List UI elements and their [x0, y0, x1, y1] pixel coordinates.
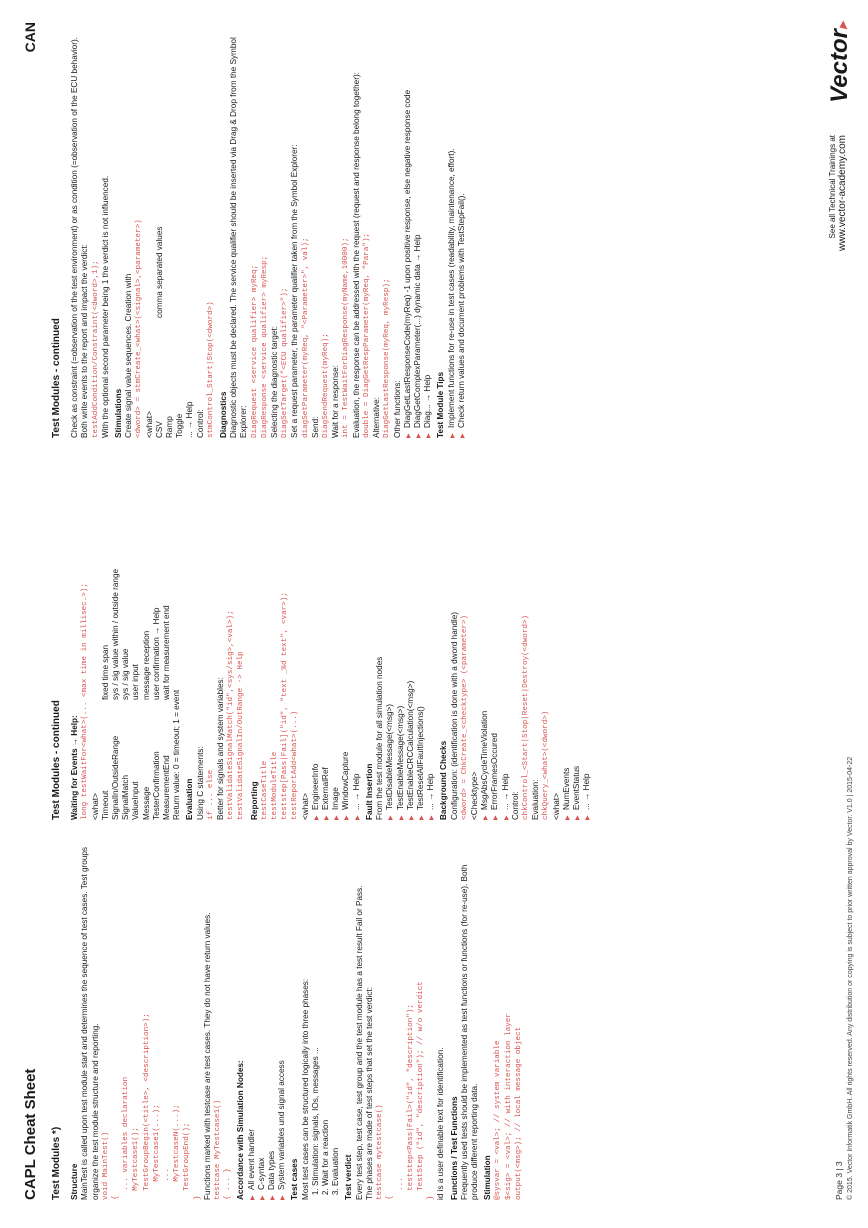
code-block: testCaseTitle testModuleTitle teststep[Pass|Fail]("id", "text _%d text", <var>); testReportAdd<what>(...)	[260, 592, 300, 820]
list-item: ▶ Diag... → Help	[423, 28, 433, 438]
paragraph: Frequently used tests should be implemented as test functions or functions (for re-use). Both produce different reporting data.	[459, 864, 479, 1200]
numbered-list	[311, 840, 342, 1200]
list-item: ▶ Implement functions for re-use in test cases (readability, maintenance, effort).	[447, 28, 457, 438]
section-heading: Evaluation	[185, 778, 195, 820]
bullet-list	[562, 460, 593, 820]
paragraph: With the optional second parameter being 1 the verdict is not influenced.	[100, 175, 110, 438]
list-item: ▶ TestEnableMessage(<msg>)	[396, 460, 406, 820]
code-block: DiagGetLastResponse(myReq, myResp);	[383, 278, 392, 438]
table-cell: Message	[141, 786, 151, 820]
paragraph: MainTest is called upon test module start and determines the sequence of test cases. Test groups organize the test module structure and reporting.	[80, 846, 100, 1200]
table-cell: Ramp	[165, 416, 175, 438]
column-title: Test Modules - continued	[51, 318, 62, 438]
what-label: <what>	[144, 411, 154, 438]
list-item: ▶ DiagGetLastResponseCode(myReq) -1 upon positive response, else negative response code	[403, 28, 413, 438]
code-block: DiagRequest <service qualifier> myReq; DiagResponse <service qualifier> myResp;	[250, 255, 269, 438]
code-block: long testWaitFor<what>(... <max time in millisec.>);	[81, 583, 90, 820]
list-item: ▶ TestResetAllFaultInjections()	[416, 460, 426, 820]
table-cell: wait for measurement end	[162, 605, 172, 700]
code-block: testcase mytestcase() { ... teststep<Pass|Fail>("id", "description"); TestStep ("id", "description"); // w/o verdict }	[376, 981, 436, 1200]
list-item: ▶ MsgAbsCycleTimeViolation	[480, 460, 490, 820]
paragraph: From the test module for all simulation nodes	[375, 656, 385, 820]
paragraph: Set a request parameter, the parameter qualifier taken from the Symbol Explorer:	[290, 144, 300, 438]
stim-table	[155, 28, 196, 438]
list-item: ▶ TestEnableCRCCalculation(<msg>)	[406, 460, 416, 820]
list-item: ▶ EventStatus	[572, 460, 582, 820]
list-item: ▶ C-syntax	[257, 840, 267, 1200]
list-item: ▶ ... → Help	[501, 460, 511, 820]
code-block: if ... else	[206, 769, 215, 820]
list-item: ▶ All event handler	[247, 840, 257, 1200]
wait-table	[101, 460, 172, 820]
paragraph: Return value: 0 = timeout; 1 = event	[172, 689, 182, 820]
bullet-list	[247, 840, 288, 1200]
table-cell: SignalMatch	[121, 774, 131, 820]
paragraph: Wait for a response:	[331, 365, 341, 438]
table-cell: comma separated values	[154, 226, 164, 318]
section-heading: Test Module Tips	[436, 371, 446, 438]
table-cell: user confirmation → Help	[151, 607, 161, 700]
bus-tag: CAN	[22, 22, 38, 53]
table-cell: ... → Help	[185, 401, 195, 438]
section-heading: Structure	[70, 1163, 80, 1200]
code-block: @sysvar = <val>; // system variable $<sig> = <val>; // with interaction layer output(<msg>); // local message object	[494, 1013, 523, 1200]
section-heading: Waiting for Events → Help:	[70, 715, 80, 820]
what-label: <what>	[300, 793, 310, 820]
paragraph: Create signal value sequences. Creation with	[124, 273, 134, 438]
code-block: DiagSetTarget("<ECU qualifier>");	[281, 287, 290, 438]
code-block: void MainTest() { ... variables declaration MyTestcase1(); TestGroupBegin(<title>, <description>); MyTestcase1(...); ... MyTestcaseN(...); TestGroupEnd(); }	[101, 1013, 202, 1200]
table-cell	[175, 28, 185, 318]
column-title: Test Modules *)	[51, 1126, 62, 1200]
code-block: <dword> = stmCreate_<what>(<signal>,<parameter>)	[135, 219, 144, 438]
code-block: testAddCondition/Constraint(<dword>,1);	[91, 260, 100, 438]
trainings-note	[828, 135, 848, 251]
section-heading: Functions / Test Functions	[449, 1096, 459, 1200]
table-cell: CSV	[154, 421, 164, 438]
column-3	[52, 28, 467, 438]
bullet-list	[311, 460, 362, 820]
table-cell: MeasurementEnd	[162, 755, 172, 820]
checktype-label: <Checktype>	[469, 771, 479, 820]
paragraph: The phases are made of test steps that set the test verdict:	[364, 987, 374, 1200]
list-item: ▶ WindowCapture	[341, 460, 351, 820]
table-cell: user input	[131, 664, 141, 700]
paragraph: id is a user definable text for identification.	[436, 1047, 446, 1200]
table-cell: sys / sig value within / outside range	[111, 568, 121, 700]
section-heading: Reporting	[249, 781, 259, 820]
table-cell	[165, 28, 175, 318]
code-block: int = TestWaitForDiagResponse(myName,10000);	[342, 237, 351, 438]
table-cell: fixed time span	[100, 644, 110, 700]
paragraph: Functions marked with testcase are test cases. They do not have return values.	[202, 912, 212, 1200]
bullet-list	[480, 460, 511, 820]
bullet-list	[385, 460, 436, 820]
logo-text: Vector	[826, 29, 853, 103]
column-title: Test Modules - continued	[51, 700, 62, 820]
section-heading: Diagnostics	[219, 391, 229, 438]
paragraph: Using C statements:	[195, 746, 205, 820]
trainings-text: See all Technical Trainings at	[828, 135, 837, 239]
list-item: ▶ ... → Help	[352, 460, 362, 820]
page-number: Page 3 | 3	[834, 1161, 844, 1200]
code-block: testcase MyTestcase1() { ... }	[214, 1099, 233, 1200]
section-heading: Test cases	[290, 1158, 300, 1200]
paragraph: Diagnostic objects must be declared. The service qualifier should be inserted via Drag & Drop from the Symbol Explorer:	[229, 37, 249, 438]
code-block: testValidateSignalMatch("id",<sys/sig>,<val>); testValidateSignalIn/OutRange -> Help	[227, 610, 246, 820]
list-item: ▶ Check return values and document problems with TestStepFail().	[457, 28, 467, 438]
list-item: ▶ ErrorFramesOccured	[490, 460, 500, 820]
code-block: chkControl_<Start|Stop|Reset|Destroy(<dword>)	[521, 614, 530, 820]
what-label: <what>	[551, 793, 561, 820]
paragraph: Control:	[195, 409, 205, 438]
code-block: diagSetParameter(myReq, "<Parameter>", val);	[301, 237, 310, 438]
table-cell: SignalIn/OutsideRange	[111, 735, 121, 820]
vector-logo	[826, 22, 854, 103]
bullet-list	[447, 28, 467, 438]
list-item: 2. Wait for a reaction	[321, 840, 331, 1186]
academy-link[interactable]: www.vector-academy.com	[837, 135, 848, 251]
paragraph: Better for signals and system variables:	[216, 677, 226, 820]
paragraph: Selecting the diagnostic target:	[270, 326, 280, 438]
list-item: ▶ System variables und signal access	[277, 840, 287, 1200]
logo-arrow-icon: ▸	[834, 22, 850, 30]
bullet-list	[403, 28, 434, 438]
section-heading: Fault Insertion	[364, 763, 374, 820]
paragraph: Other functions:	[392, 380, 402, 438]
paragraph: Control:	[510, 791, 520, 820]
paragraph: Every test step, test case, test group and the test module has a test result Fail or Pass.	[354, 885, 364, 1200]
section-heading: Accordance with Simulation Nodes:	[236, 1060, 246, 1200]
paragraph: Evaluation, the response can be addressed with the request (request and response belong together):	[351, 72, 361, 438]
table-cell	[185, 28, 195, 318]
list-item: ▶ ExternalRef	[321, 460, 331, 820]
section-heading: Stimulation	[483, 1155, 493, 1200]
list-item: 3. Evaluation	[331, 840, 341, 1186]
table-cell: sys / sig value	[121, 648, 131, 700]
section-heading: Test verdict	[344, 1154, 354, 1200]
paragraph: Check as constraint (=observation of the test environment) or as condition (=observation of the ECU behavior). Both write events to the report and impact the verdict:	[70, 37, 90, 438]
table-cell: ValueInput	[131, 781, 141, 820]
paragraph: Configuration: (identification is done with a dword handle)	[449, 612, 459, 820]
section-heading: Stimulations	[114, 388, 124, 438]
list-item: ▶ NumEvents	[562, 460, 572, 820]
section-heading: Background Checks	[439, 740, 449, 820]
code-block: chkQuery_<what>(<dword>)	[542, 710, 551, 820]
list-item: ▶ EngineerInfo	[311, 460, 321, 820]
what-label: <what>	[90, 793, 100, 820]
list-item: ▶ Image	[331, 460, 341, 820]
list-item: ▶ DiagGetComplexParameter(...) dynamic data → Help	[413, 28, 423, 438]
column-2	[52, 460, 592, 820]
paragraph: Alternative:	[372, 397, 382, 438]
column-1	[52, 840, 524, 1200]
table-cell: Timeout	[100, 790, 110, 820]
paragraph: Send:	[310, 416, 320, 438]
list-item: ▶ Data types	[267, 840, 277, 1200]
code-block: <dword> = ChkCreate_<checktype> (<parameter>)	[460, 614, 469, 820]
table-cell: TesterConfirmation	[151, 751, 161, 820]
list-item: ▶ ... → Help	[582, 460, 592, 820]
sheet-title: CAPL Cheat Sheet	[22, 1068, 39, 1200]
paragraph: Most test cases can be structured logically into three phases:	[300, 978, 310, 1200]
code-block: DiagSendRequest(myReq);	[322, 333, 331, 438]
list-item: 1. Stimulation: signals, IOs, messages ...	[311, 840, 321, 1186]
copyright: © 2015. Vector Informatik GmbH. All rights reserved. Any distribution or copying is subject to prior written approval by Vector. V1.0 | 2015-04-22	[847, 756, 854, 1200]
list-item: ▶ ... → Help	[426, 460, 436, 820]
table-cell: message reception	[141, 630, 151, 700]
paragraph: Evaluation:	[531, 779, 541, 820]
code-block: stmControl_Start|Stop(<dword>)	[206, 301, 215, 438]
code-block: double = DiagGetRespParameter(myReq, "Para");	[362, 232, 371, 438]
list-item: ▶ TestDisableMessage(<msg>)	[385, 460, 395, 820]
table-cell: Toggle	[175, 413, 185, 438]
